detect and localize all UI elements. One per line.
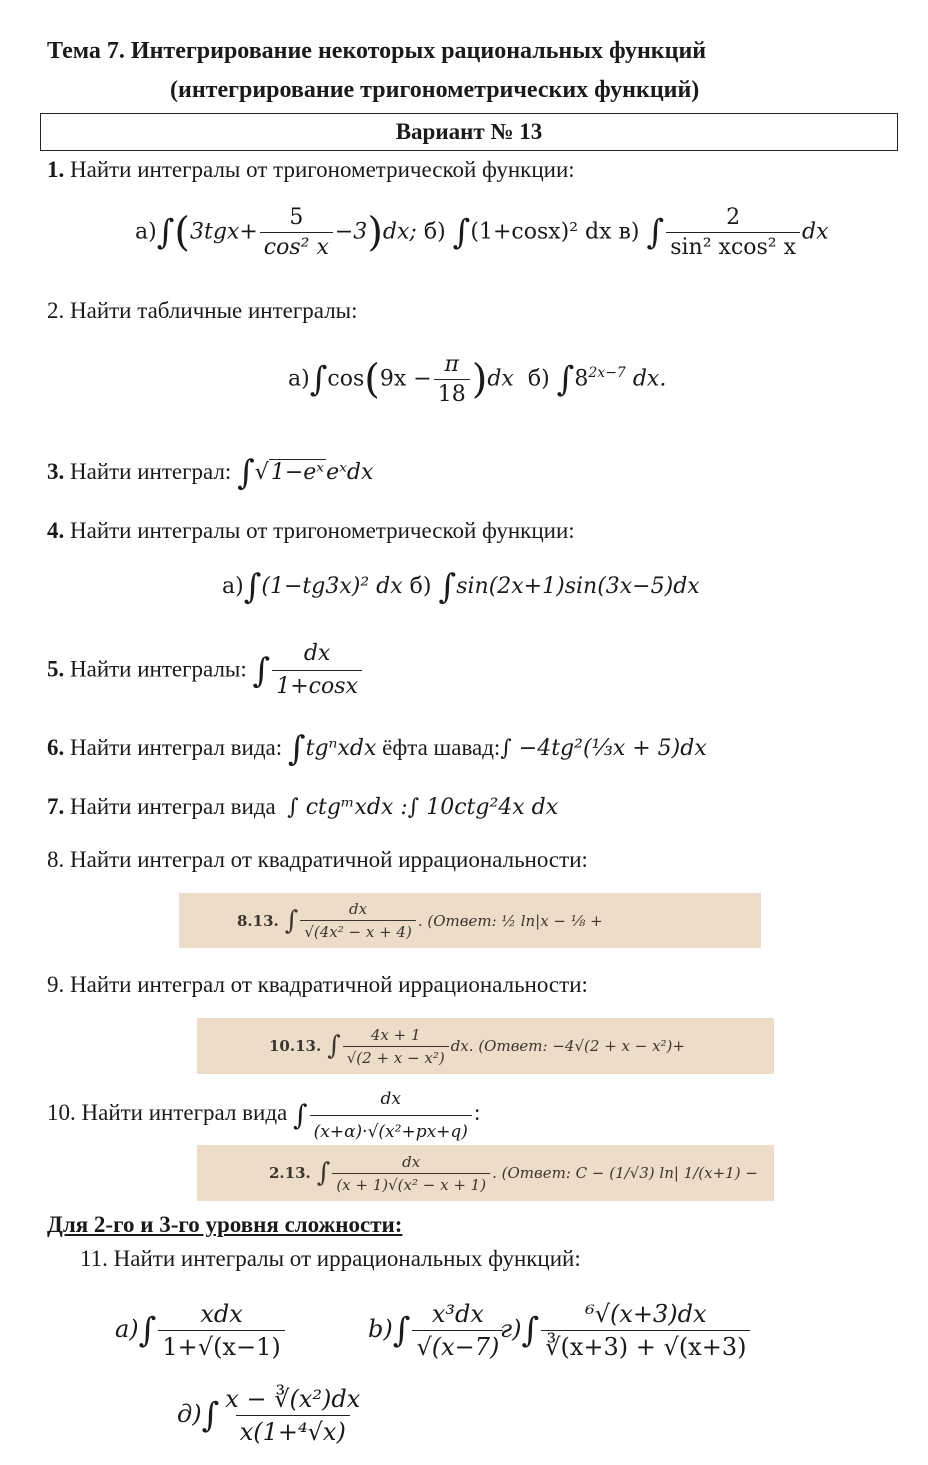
fraction-den: 18	[434, 379, 470, 407]
integral-sign-icon: ∫	[237, 453, 255, 493]
fraction	[434, 352, 470, 407]
integral-sign-icon: ∫	[243, 567, 262, 607]
task-10-heading	[47, 1085, 480, 1146]
page-subtitle: (интегрирование тригонометрических функций)	[170, 77, 700, 103]
expr: 9x −	[379, 366, 432, 392]
task-3-heading: 3. Найти интеграл: ∫√1−eˣeˣdx	[47, 453, 374, 493]
task-2-heading: 2. Найти табличные интегралы:	[47, 298, 358, 323]
fraction	[332, 1153, 490, 1194]
expr: 3tgx+	[190, 219, 258, 245]
page-title: Тема 7. Интегрирование некоторых рациональных функций	[47, 38, 707, 64]
fraction-den: √(2 + x − x²)	[343, 1046, 449, 1067]
scan-excerpt-10: 2.13. ∫ $\frac{dx}{\text{(x + 1)√(x² − x + 1)}}$ . (Ответ: C − (1/√3) ln| 1/(x+1) −	[197, 1145, 774, 1201]
fraction	[221, 1385, 364, 1446]
label-a: а)	[288, 366, 310, 392]
fraction-den: cos² x	[260, 232, 333, 260]
expr-base: 8	[574, 366, 589, 392]
expr-exponent: 2x−7	[588, 365, 626, 382]
integral-sign-icon: ∫	[521, 1310, 540, 1351]
level-heading: Для 2-го и 3-го уровня сложности:	[47, 1212, 403, 1237]
label-a: а)	[135, 219, 157, 245]
scan-label: 2.13.	[269, 1164, 311, 1182]
expr: tgⁿxdx	[305, 736, 377, 761]
task-number: 6.	[47, 735, 65, 760]
task-6-heading	[47, 729, 707, 769]
fraction-num: dx	[349, 900, 368, 918]
fraction-den: 1+√(x−1)	[158, 1330, 284, 1361]
fraction-den: (x + 1)√(x² − x + 1)	[332, 1173, 490, 1194]
fraction-num: 5	[289, 205, 304, 230]
task-text: Найти интеграл вида	[70, 794, 276, 819]
label-b: б)	[527, 366, 550, 392]
scan-excerpt-8: 8.13. ∫ $\frac{dx}{\text{√(4x² − x + 4)}}$ . (Ответ: ½ ln|x − ⅛ +	[179, 893, 761, 948]
integral-sign-icon: ∫	[287, 729, 306, 769]
scan-dx: dx.	[450, 1037, 474, 1055]
scan-label: 10.13.	[269, 1037, 322, 1055]
task-2-formulas	[288, 352, 666, 407]
expr: sin(2x+1)sin(3x−5)dx	[456, 574, 700, 599]
integral-sign-icon: ∫	[452, 212, 471, 253]
expr: (1−tg3x)² dx	[261, 574, 403, 599]
task-number: 3.	[47, 459, 65, 484]
task-5-heading	[47, 640, 364, 701]
task-11-heading: 11. Найти интегралы от иррациональных функций:	[80, 1246, 581, 1271]
task-text: Найти интеграл вида:	[70, 735, 283, 760]
task-1-formulas	[135, 205, 829, 260]
task-extra: ёфта шавад:	[382, 735, 501, 760]
label-c: в)	[618, 219, 640, 245]
label-a: а)	[222, 574, 244, 599]
label-c: г)	[500, 1315, 522, 1343]
fraction-num: dx	[303, 641, 331, 666]
task-11-formula-a	[115, 1300, 287, 1361]
integral-sign-icon: ∫	[201, 1395, 220, 1436]
task-number: 5.	[47, 656, 65, 682]
task-number: 7.	[47, 794, 65, 819]
task-8-heading: 8. Найти интеграл от квадратичной иррациональности:	[47, 847, 588, 872]
fraction	[158, 1300, 284, 1361]
task-7-heading	[47, 793, 558, 822]
fraction-num: x − ∛(x²)dx	[225, 1385, 361, 1413]
fraction-num: dx	[402, 1152, 421, 1171]
expr-dx: dx	[487, 366, 514, 392]
fraction	[300, 900, 416, 941]
integral-sign-icon: ∫	[156, 212, 175, 253]
integral-sign-icon: ∫	[138, 1310, 157, 1351]
fraction	[260, 205, 333, 260]
example-expr: ∫ −4tg²(⅓x + 5)dx	[500, 736, 707, 761]
fraction-num: π	[444, 352, 459, 377]
fraction-den: ∛(x+3) + √(x+3)	[541, 1330, 750, 1361]
expr: cos	[327, 366, 365, 392]
fraction	[541, 1300, 750, 1361]
integral-sign-icon: ∫	[309, 359, 328, 400]
scan-answer: (Ответ: −4√(2 + x − x²)+	[478, 1037, 685, 1055]
scan-answer: (Ответ: ½ ln|x − ⅛ +	[427, 911, 603, 930]
fraction-den: sin² xcos² x	[666, 232, 800, 260]
integral-sign-icon: ∫	[252, 650, 271, 691]
fraction-den: (x+α)·√(x²+px+q)	[310, 1115, 472, 1146]
integral-sign-icon: ∫	[392, 1310, 411, 1351]
scan-answer: (Ответ: C − (1/√3) ln| 1/(x+1) −	[501, 1164, 758, 1182]
fraction-num: dx	[380, 1089, 402, 1109]
fraction-den: √(x−7)	[412, 1330, 503, 1361]
expr-dx: dx	[802, 219, 829, 245]
task-9-heading: 9. Найти интеграл от квадратичной иррациональности:	[47, 972, 588, 997]
fraction-den: 1+cosx	[272, 670, 362, 701]
fraction	[412, 1300, 503, 1361]
integral-sign-icon: ∫	[646, 212, 665, 253]
task-4-heading	[47, 517, 575, 545]
scan-label: 8.13.	[237, 911, 279, 930]
sqrt-expr: 1−eˣ	[270, 460, 325, 485]
task-1-heading	[47, 156, 575, 184]
task-11-formula-d	[177, 1385, 366, 1446]
fraction	[272, 640, 362, 701]
integral-sign-icon: ∫	[293, 1098, 308, 1132]
variant-box: Вариант № 13	[40, 113, 898, 151]
paren-icon: (	[364, 356, 380, 403]
task-number: 1.	[47, 157, 65, 182]
fraction-den: x(1+⁴√x)	[236, 1415, 350, 1446]
task-11-formula-c	[500, 1300, 752, 1361]
fraction-num: 2	[726, 205, 741, 230]
task-text: Найти интеграл:	[70, 459, 232, 484]
example-expr: ∫ 10ctg²4x dx	[407, 795, 559, 820]
task-text: 10. Найти интеграл вида	[47, 1100, 288, 1125]
task-text: Найти интегралы от тригонометрической функции:	[70, 157, 575, 182]
label-d: д)	[177, 1400, 202, 1428]
expr-dx: dx;	[382, 219, 417, 245]
fraction-num: x³dx	[431, 1300, 484, 1328]
expr: (1+cosx)² dx	[470, 219, 612, 245]
expr: eˣdx	[326, 460, 374, 485]
label-b: b)	[368, 1315, 393, 1343]
integral-sign-icon: ∫	[556, 359, 575, 400]
fraction-num: ⁶√(x+3)dx	[585, 1300, 707, 1328]
scan-excerpt-9: 10.13. ∫ $\frac{4x + 1}{\text{√(2 + x − x²)}}$ dx. (Ответ: −4√(2 + x − x²)+	[197, 1018, 774, 1074]
task-4-formulas	[222, 567, 700, 607]
label-b: б)	[409, 574, 432, 599]
label-a: a)	[115, 1315, 139, 1343]
task-text: Найти интегралы:	[70, 656, 247, 682]
paren-icon: )	[367, 209, 383, 256]
task-text: Найти интегралы от тригонометрической функции:	[70, 518, 575, 543]
fraction	[666, 205, 800, 260]
fraction	[310, 1085, 472, 1146]
expr: −3	[334, 219, 368, 245]
paren-icon: (	[174, 209, 191, 256]
fraction-den: √(4x² − x + 4)	[300, 920, 416, 941]
label-b: б)	[423, 219, 446, 245]
task-number: 4.	[47, 518, 65, 543]
expr: ∫ ctgᵐxdx :	[287, 795, 408, 820]
expr-dx: dx.	[632, 366, 667, 392]
fraction-num: 4x + 1	[370, 1025, 421, 1044]
colon: :	[473, 1100, 481, 1125]
task-11-formula-b	[368, 1300, 505, 1361]
fraction-num: xdx	[200, 1300, 243, 1328]
fraction	[343, 1026, 449, 1067]
integral-sign-icon: ∫	[438, 567, 457, 607]
paren-icon: )	[471, 356, 488, 403]
